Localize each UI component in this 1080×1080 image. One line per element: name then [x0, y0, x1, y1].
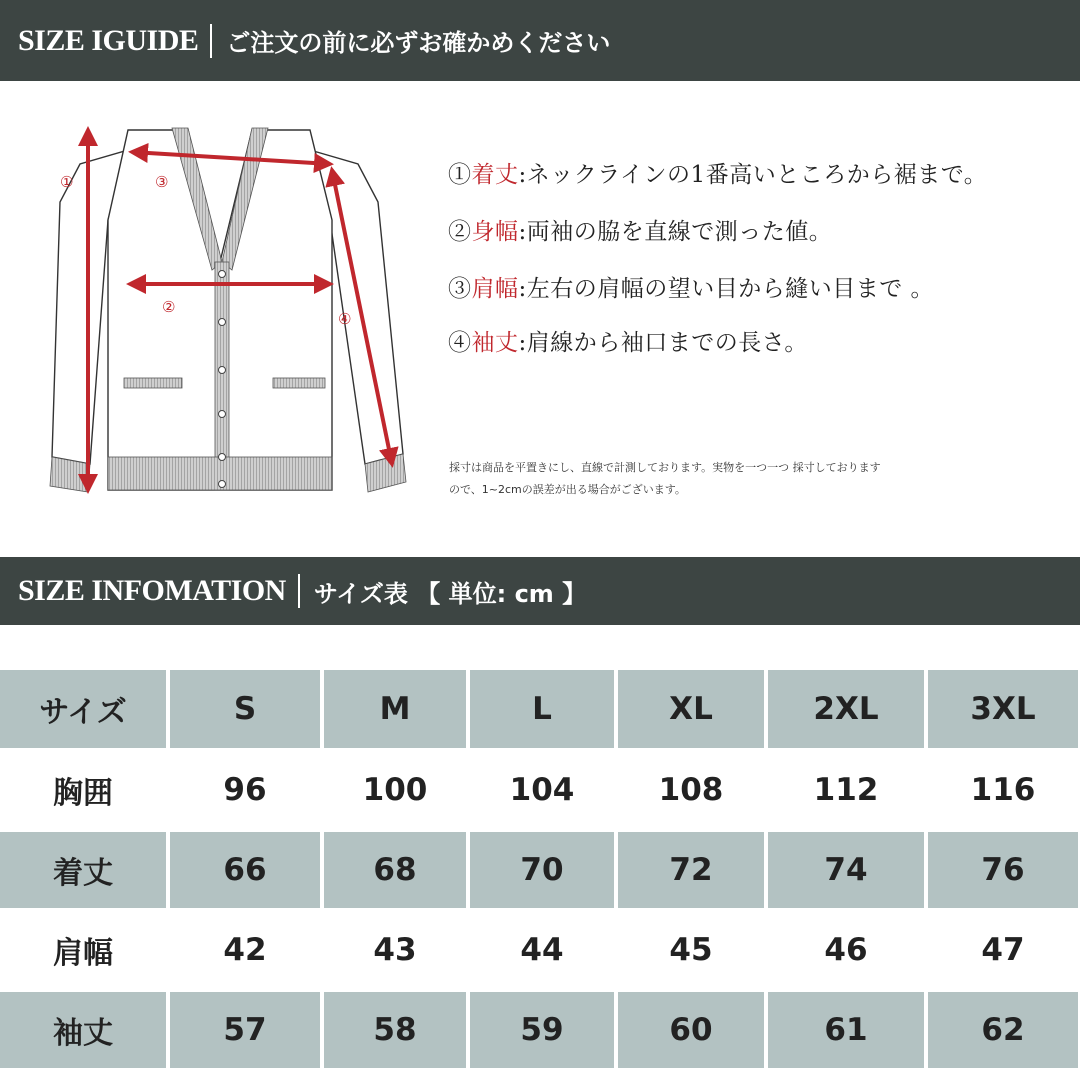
legend-term: 袖丈 — [471, 330, 519, 356]
size-column-header: XL — [616, 670, 766, 750]
cardigan-measurement-diagram — [40, 112, 420, 507]
size-info-title-en: SIZE INFOMATION — [18, 574, 286, 607]
table-cell: 58 — [322, 990, 468, 1070]
legend-item-shoulder — [448, 270, 934, 303]
legend-number: ④ — [448, 330, 472, 356]
table-header-row — [0, 670, 1080, 750]
size-info-header — [0, 557, 1080, 625]
table-cell: 45 — [616, 910, 766, 990]
table-header-label: サイズ — [0, 670, 168, 750]
measurement-note-line-2: ので、1~2cmの誤差が出る場合がございます。 — [449, 483, 686, 496]
measurement-label: 肩幅 — [0, 910, 168, 990]
marker-1: ① — [60, 173, 74, 191]
size-column-header: S — [168, 670, 322, 750]
table-cell: 68 — [322, 830, 468, 910]
size-guide-title-en: SIZE IGUIDE — [18, 23, 199, 57]
table-cell: 59 — [468, 990, 616, 1070]
measurement-note-line-1: 採寸は商品を平置きにし、直線で計測しております。実物を一つ一つ 採寸しております — [449, 461, 881, 474]
size-column-header: 3XL — [926, 670, 1080, 750]
table-row — [0, 910, 1080, 990]
table-cell: 116 — [926, 750, 1080, 830]
table-cell: 96 — [168, 750, 322, 830]
legend-term: 肩幅 — [471, 276, 519, 302]
size-column-header: L — [468, 670, 616, 750]
measurement-label: 袖丈 — [0, 990, 168, 1070]
table-cell: 70 — [468, 830, 616, 910]
marker-4: ④ — [338, 310, 352, 328]
size-table-body — [0, 670, 1080, 1070]
size-guide-title-jp: ご注文の前に必ずお確かめください — [226, 29, 611, 57]
header-divider — [298, 574, 300, 608]
table-cell: 61 — [766, 990, 926, 1070]
measurement-label: 着丈 — [0, 830, 168, 910]
table-cell: 43 — [322, 910, 468, 990]
size-guide-header — [0, 0, 1080, 81]
table-cell: 57 — [168, 990, 322, 1070]
size-info-title-jp: サイズ表 【 単位: cm 】 — [313, 579, 587, 608]
legend-item-length — [448, 156, 987, 189]
table-cell: 44 — [468, 910, 616, 990]
header-divider — [210, 24, 212, 58]
legend-description: :両袖の脇を直線で測った値。 — [518, 219, 833, 245]
size-column-header: 2XL — [766, 670, 926, 750]
legend-description: :肩線から袖口までの長さ。 — [518, 330, 808, 356]
table-cell: 46 — [766, 910, 926, 990]
legend-term: 着丈 — [471, 162, 519, 188]
legend-item-width — [448, 213, 832, 246]
table-cell: 60 — [616, 990, 766, 1070]
table-cell: 104 — [468, 750, 616, 830]
legend-number: ② — [448, 219, 472, 245]
table-cell: 74 — [766, 830, 926, 910]
table-cell: 100 — [322, 750, 468, 830]
table-cell: 112 — [766, 750, 926, 830]
table-row — [0, 750, 1080, 830]
measurement-label: 胸囲 — [0, 750, 168, 830]
table-cell: 42 — [168, 910, 322, 990]
table-cell: 72 — [616, 830, 766, 910]
table-cell: 76 — [926, 830, 1080, 910]
marker-3: ③ — [155, 173, 169, 191]
table-row — [0, 830, 1080, 910]
legend-description: :左右の肩幅の望い目から縫い目まで 。 — [518, 276, 935, 302]
size-column-header: M — [322, 670, 468, 750]
table-row — [0, 990, 1080, 1070]
table-cell: 62 — [926, 990, 1080, 1070]
size-table — [0, 670, 1080, 1072]
marker-2: ② — [162, 298, 176, 316]
table-cell: 47 — [926, 910, 1080, 990]
legend-term: 身幅 — [471, 219, 519, 245]
legend-description: :ネックラインの1番高いところから裾まで。 — [518, 162, 988, 188]
table-cell: 66 — [168, 830, 322, 910]
legend-number: ③ — [448, 276, 472, 302]
table-cell: 108 — [616, 750, 766, 830]
legend-number: ① — [448, 162, 472, 188]
legend-item-sleeve — [448, 324, 808, 357]
